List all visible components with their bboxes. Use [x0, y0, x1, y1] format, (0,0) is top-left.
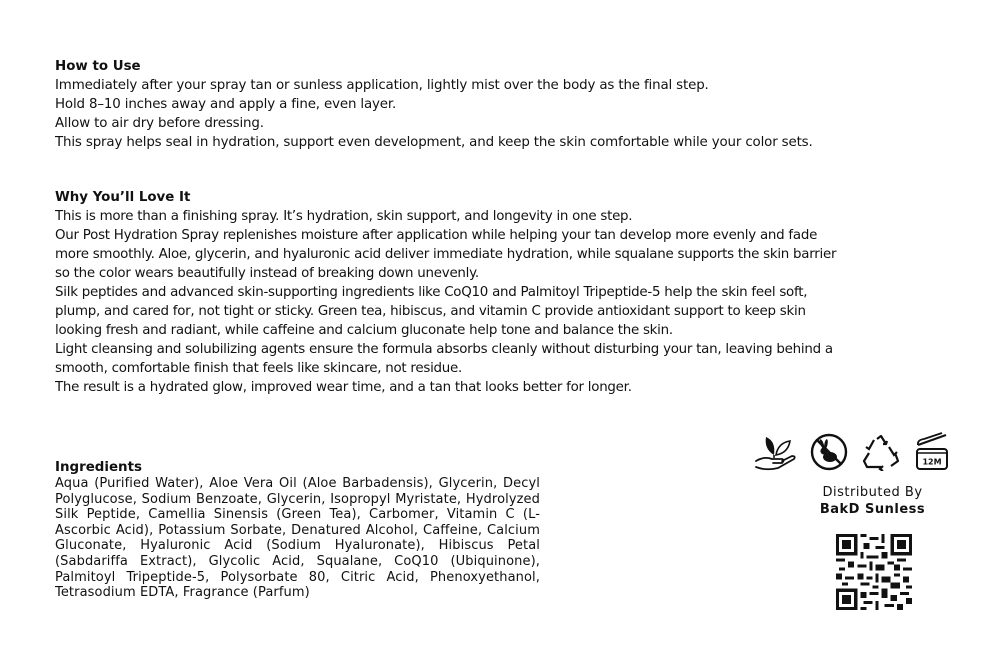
- why-love-line: smooth, comfortable finish that feels like skincare, not residue.: [55, 361, 463, 376]
- qr-code-icon[interactable]: [836, 534, 912, 610]
- why-love-line: Silk peptides and advanced skin-supporting ingredients like CoQ10 and Palmitoyl Tripeptide-5 help the skin feel soft,: [55, 285, 808, 300]
- how-to-use-section: [55, 57, 935, 152]
- how-to-use-line: Allow to air dry before dressing.: [55, 116, 264, 131]
- distributed-by-label: Distributed By: [822, 485, 923, 500]
- ingredients-list: Aqua (Purified Water), Aloe Vera Oil (Aloe Barbadensis), Glycerin, Decyl Polyglucose, Sodium Benzoate, Glycerin, Isopropyl Myristate, Hydrolyzed Silk Peptide, Camellia Sinensis (Green Tea), Carbomer, Vitamin C (L-Ascorbic Acid), Potassium Sorbate, Denatured Alcohol, Caffeine, Calcium Gluconate, Hyaluronic Acid (Sodium Hyaluronate), Hibiscus Petal (Sabdariffa Extract), Glycolic Acid, Squalane, CoQ10 (Ubiquinone), Palmitoyl Tripeptide-5, Polysorbate 80, Citric Acid, Phenoxyethanol, Tetrasodium EDTA, Fragrance (Parfum): [55, 476, 540, 601]
- why-love-line: so the color wears beautifully instead of breaking down unevenly.: [55, 266, 479, 281]
- why-love-heading: Why You’ll Love It: [55, 190, 191, 205]
- leaf-hand-icon: [752, 431, 798, 473]
- pao-jar-icon: [912, 431, 952, 473]
- distributor-name: BakD Sunless: [819, 502, 926, 517]
- why-love-section: [55, 188, 935, 397]
- why-love-line: The result is a hydrated glow, improved wear time, and a tan that looks better for longer.: [55, 380, 632, 395]
- why-love-line: looking fresh and radiant, while caffeine and calcium gluconate help tone and balance the skin.: [55, 323, 673, 338]
- how-to-use-line: This spray helps seal in hydration, support even development, and keep the skin comfortable while your color sets.: [55, 135, 813, 150]
- why-love-line: Light cleansing and solubilizing agents ensure the formula absorbs cleanly without disturbing your tan, leaving behind a: [55, 342, 833, 357]
- certification-icons: [752, 430, 952, 474]
- why-love-line: more smoothly. Aloe, glycerin, and hyaluronic acid deliver immediate hydration, while squalane supports the skin barrier: [55, 247, 837, 262]
- recycle-icon: [861, 433, 901, 471]
- how-to-use-line: Immediately after your spray tan or sunless application, lightly mist over the body as the final step.: [55, 78, 709, 93]
- how-to-use-line: Hold 8–10 inches away and apply a fine, even layer.: [55, 97, 397, 112]
- pao-label: 12M: [922, 457, 942, 467]
- cruelty-free-rabbit-icon: [809, 432, 849, 472]
- ingredients-section: [55, 460, 540, 601]
- why-love-line: Our Post Hydration Spray replenishes moisture after application while helping your tan develop more evenly and fade: [55, 228, 818, 243]
- ingredients-heading: Ingredients: [55, 460, 142, 475]
- why-love-line: This is more than a finishing spray. It’s hydration, skin support, and longevity in one step.: [55, 209, 633, 224]
- how-to-use-heading: How to Use: [55, 59, 141, 74]
- why-love-line: plump, and cared for, not tight or sticky. Green tea, hibiscus, and vitamin C provide antioxidant support to keep skin: [55, 304, 806, 319]
- distributor-block: [800, 484, 945, 518]
